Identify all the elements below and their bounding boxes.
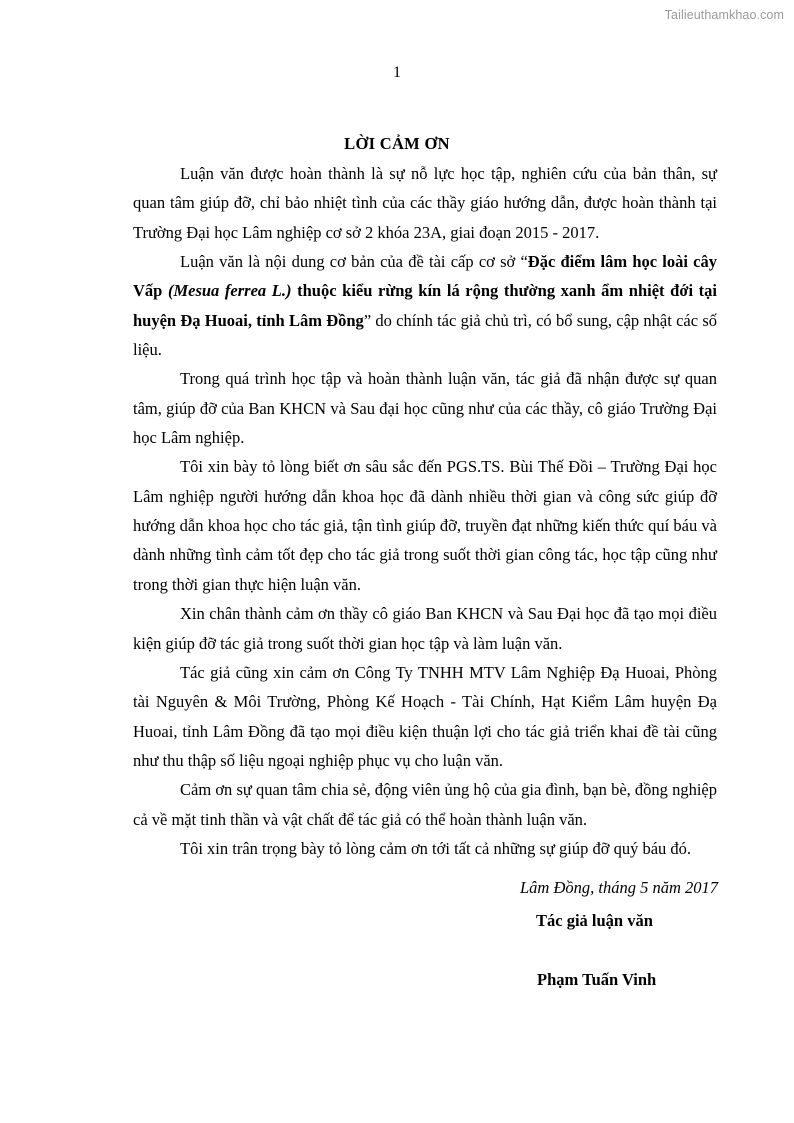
paragraph-2-lead: Luận văn là nội dung cơ bản của đề tài cấp cơ sở “: [180, 252, 528, 272]
paragraph-6: Tác giả cũng xin cảm ơn Công Ty TNHH MTV Lâm Nghiệp Đạ Huoai, Phòng tài Nguyên & Môi Trường, Phòng Kế Hoạch - Tài Chính, Hạt Kiểm Lâm huyện Đạ Huoai, tỉnh Lâm Đồng đã tạo mọi điều kiện thuận lợi cho tác giả triển khai đề tài cũng như thu thập số liệu ngoại nghiệp phục vụ cho luận văn.: [133, 662, 717, 770]
acknowledgement-body: [133, 159, 717, 863]
paragraph-5: Xin chân thành cảm ơn thầy cô giáo Ban KHCN và Sau Đại học đã tạo mọi điều kiện giúp đỡ tác giả trong suốt thời gian học tập và làm luận văn.: [133, 604, 717, 653]
paragraph-1: Luận văn được hoàn thành là sự nỗ lực học tập, nghiên cứu của bản thân, sự quan tâm giúp đỡ, chỉ bảo nhiệt tình của các thầy giáo hướng dẫn, được hoàn thành tại Trường Đại học Lâm nghiệp cơ sở 2 khóa 23A, giai đoạn 2015 - 2017.: [133, 164, 717, 242]
scientific-name: [168, 281, 292, 300]
page-title: LỜI CẢM ƠN: [344, 134, 450, 153]
paragraph-4: Tôi xin bày tỏ lòng biết ơn sâu sắc đến PGS.TS. Bùi Thế Đồi – Trường Đại học Lâm nghiệp người hướng dẫn khoa học đã dành nhiều thời gian và công sức giúp đỡ hướng dẫn khoa học cho tác giả, tận tình giúp đỡ, truyền đạt những kiến thức quí báu và dành những tình cảm tốt đẹp cho tác giả trong suốt thời gian công tác, học tập cũng như trong thời gian thực hiện luận văn.: [133, 457, 717, 594]
watermark-text: Tailieuthamkhao.com: [664, 8, 784, 22]
scientific-name-italic: (Mesua ferrea L.): [167, 281, 292, 301]
author-name: Phạm Tuấn Vinh: [537, 970, 657, 989]
project-title-part-2: thuộc kiểu rừng kín lá rộng thường xanh ẩm nhiệt đới tại huyện Đạ Huoai, tỉnh Lâm Đồng: [133, 281, 717, 330]
project-title-part-1: Đặc điểm lâm học loài cây Vấp: [133, 252, 718, 301]
author-label: Tác giả luận văn: [536, 911, 653, 930]
paragraph-8: Tôi xin trân trọng bày tỏ lòng cảm ơn tới tất cả những sự giúp đỡ quý báu đó.: [180, 838, 692, 858]
paragraph-7: Cảm ơn sự quan tâm chia sẻ, động viên ủng hộ của gia đình, bạn bè, đồng nghiệp cả về mặt tinh thần và vật chất để tác giả có thể hoàn thành luận văn.: [133, 780, 717, 829]
page-number: 1: [393, 64, 401, 81]
paragraph-3: Trong quá trình học tập và hoàn thành luận văn, tác giả đã nhận được sự quan tâm, giúp đỡ của Ban KHCN và Sau đại học cũng như của các thầy, cô giáo Trường Đại học Lâm nghiệp.: [133, 369, 717, 448]
place-date: Lâm Đồng, tháng 5 năm 2017: [519, 878, 718, 897]
paragraph-2-tail: ” do chính tác giả chủ trì, có bổ sung, cập nhật các số liệu.: [133, 310, 717, 360]
paragraph-2: [133, 247, 717, 364]
